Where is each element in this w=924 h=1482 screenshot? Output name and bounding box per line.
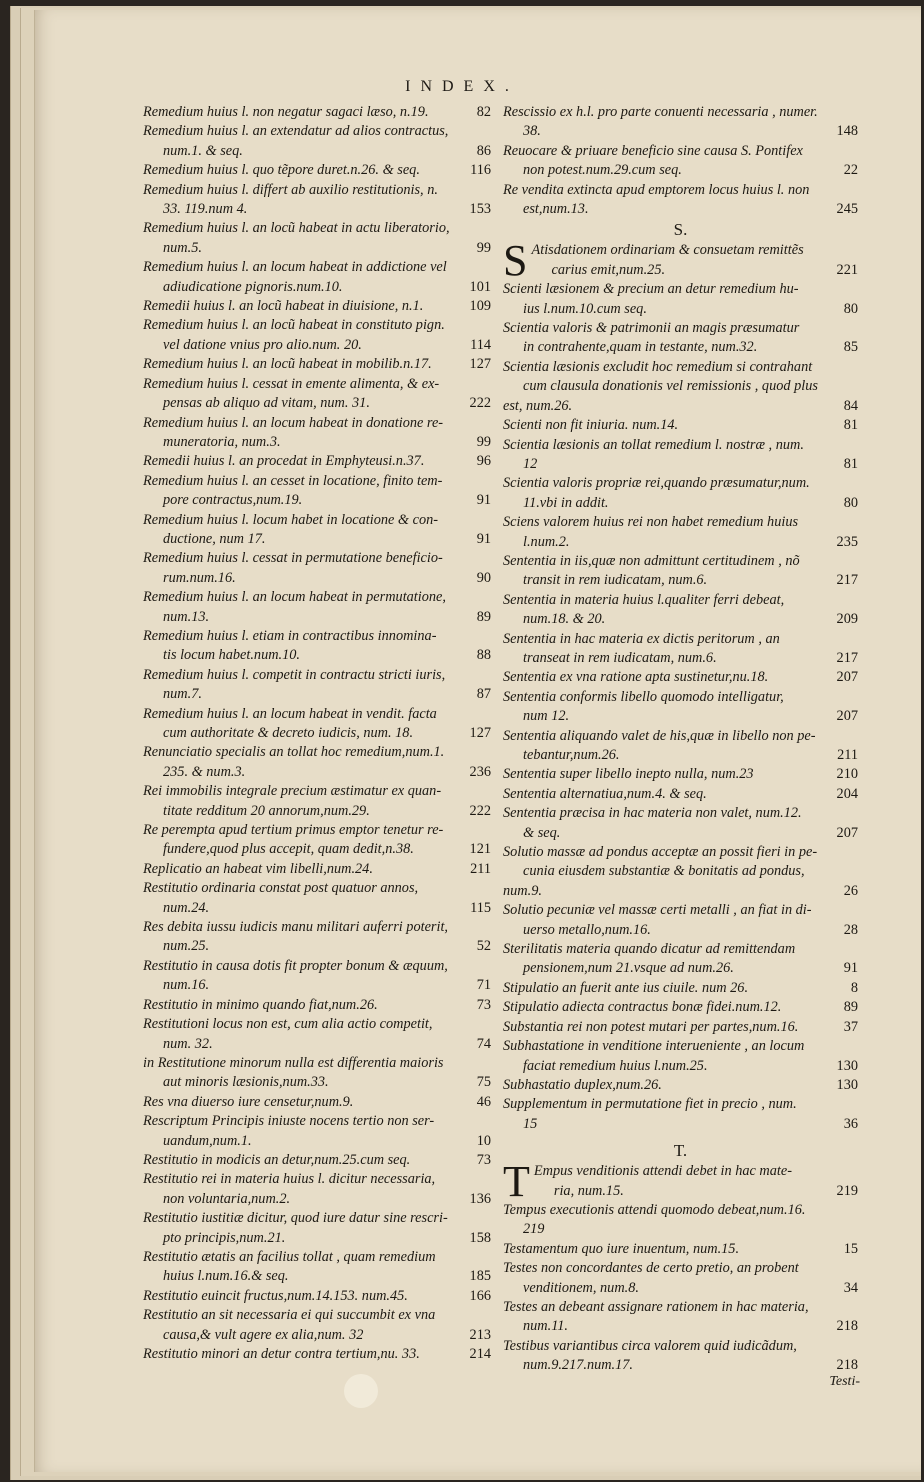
index-entry: [143, 1112, 491, 1151]
page-reference: 235: [836, 533, 858, 550]
section-heading-t: T.: [673, 1141, 688, 1161]
index-entry: [143, 219, 491, 258]
page-reference: 218: [836, 1318, 858, 1335]
index-entry: [143, 1345, 491, 1364]
entry-continuation: adiudicatione pignoris.num.10.: [163, 278, 343, 295]
entry-text: Remedium huius l. locum habet in locatione & con-: [143, 511, 439, 528]
page-reference: 166: [469, 1287, 491, 1304]
page-reference: 211: [470, 860, 491, 877]
entry-text: Scienti non fit iniuria. num.14.: [503, 417, 679, 434]
entry-text: Re perempta apud tertium primus emptor tenetur re-: [143, 822, 444, 839]
section-heading-s: S.: [673, 220, 688, 240]
entry-continuation: uerso metallo,num.16.: [523, 921, 651, 938]
entry-text: Sententia in materia huius l.qualiter ferri debeat,: [503, 591, 785, 608]
index-entry: [503, 1298, 858, 1337]
index-entry: [143, 666, 491, 705]
index-entry: [503, 1157, 858, 1207]
entry-continuation: faciat remedium huius l.num.25.: [523, 1057, 708, 1074]
entry-continuation: 219: [523, 1221, 545, 1238]
page-reference: 96: [476, 453, 491, 470]
page-reference: 90: [476, 569, 491, 586]
index-entry: [143, 1170, 491, 1209]
entry-text: Remedium huius l. etiam in contractibus innomina-: [143, 627, 437, 644]
entry-text: Scientia valoris & patrimonii an magis præsumatur: [503, 320, 800, 337]
index-entry: [143, 705, 491, 744]
page-reference: 81: [843, 417, 858, 434]
page-reference: 207: [836, 708, 858, 725]
index-entry: [143, 1306, 491, 1345]
page-reference: 218: [836, 1357, 858, 1374]
index-entry: [143, 1015, 491, 1054]
index-entry: [143, 821, 491, 860]
entry-continuation: num.1. & seq.: [163, 142, 243, 159]
entry-continuation: transit in rem iudicatam, num.6.: [523, 572, 708, 589]
page-reference: 22: [843, 162, 858, 179]
index-entry: [503, 765, 858, 784]
entry-text: Remedium huius l. an locum habeat in donatione re-: [143, 414, 444, 431]
entry-continuation: & seq.: [523, 824, 561, 841]
index-entry: [143, 103, 491, 122]
entry-text: Res debita iussu iudicis manu militari auferri poterit,: [143, 919, 448, 936]
entry-continuation: est,num.13.: [523, 201, 589, 218]
entry-text: Sententia conformis libello quomodo intelligatur,: [503, 688, 784, 705]
entry-continuation: aut minoris læsionis,num.33.: [163, 1074, 329, 1091]
index-entry: [143, 122, 491, 161]
page-reference: 91: [476, 492, 491, 509]
entry-text: Remedium huius l. quo tẽpore duret.n.26. & seq.: [143, 162, 420, 179]
entry-continuation: ria, num.15.: [553, 1182, 624, 1199]
entry-text: Restitutio in minimo quando fiat,num.26.: [143, 996, 378, 1013]
entry-continuation: cum clausula donationis vel remissionis , quod plus: [523, 378, 818, 395]
page-reference: 127: [469, 356, 491, 373]
entry-text: Sententia ex vna ratione apta sustinetur,nu.18.: [503, 669, 769, 686]
entry-text: Testes non concordantes de certo pretio, an probent: [503, 1260, 799, 1277]
entry-continuation: 33. 119.num 4.: [163, 201, 248, 218]
entry-continuation: tebantur,num.26.: [523, 747, 620, 763]
entry-text: Solutio pecuniæ vel massæ certi metalli , an fiat in di-: [503, 902, 812, 919]
entry-continuation: ius l.num.10.cum seq.: [523, 300, 647, 317]
entry-text: Renunciatio specialis an tollat hoc remedium,num.1.: [143, 744, 445, 761]
paper-stain: [344, 1374, 378, 1408]
entry-text: Testibus variantibus circa valorem quid iudicãdum,: [503, 1337, 797, 1354]
page-reference: 89: [843, 999, 858, 1016]
entry-text: Reuocare & priuare beneficio sine causa S. Pontifex: [503, 142, 803, 159]
index-entry: [143, 588, 491, 627]
index-entry: [503, 940, 858, 979]
entry-continuation: pensas ab aliquo ad vitam, num. 31.: [163, 395, 370, 412]
index-entry: [143, 472, 491, 511]
index-entry: [503, 474, 858, 513]
page-reference: 217: [836, 572, 858, 589]
entry-text: Sententia in hac materia ex dictis peritorum , an: [503, 630, 780, 647]
entry-text: Restitutio an sit necessaria ei qui succumbit ex vna: [143, 1307, 436, 1324]
index-entry: [143, 414, 491, 453]
page-reference: 127: [469, 725, 491, 741]
entry-text: Restitutioni locus non est, cum alia actio competit,: [143, 1016, 433, 1033]
entry-continuation: cunia eiusdem substantiæ & bonitatis ad pondus,: [523, 863, 805, 880]
entry-text: Remedium huius l. an locum habeat in addictione vel: [143, 259, 447, 276]
index-entry: [143, 297, 491, 316]
index-entry: [503, 998, 858, 1017]
index-entry: [503, 1259, 858, 1298]
entry-continuation: 15: [523, 1115, 538, 1132]
page-reference: 74: [476, 1035, 491, 1052]
index-entry: [503, 319, 858, 358]
index-entry: [503, 804, 858, 843]
entry-text: Sciens valorem huius rei non habet remedium huius: [503, 514, 799, 531]
entry-text: Remedium huius l. an locũ habeat in actu liberatorio,: [143, 220, 450, 237]
index-entry: [503, 1201, 858, 1240]
entry-text: Restitutio ordinaria constat post quatuor annos,: [143, 880, 419, 897]
page-reference: 10: [476, 1132, 491, 1149]
entry-text: Scientia læsionis an tollat remedium l. nostræ , num.: [503, 436, 804, 453]
entry-continuation: 235. & num.3.: [163, 763, 246, 780]
page-reference: 87: [476, 686, 491, 703]
index-entry: [143, 316, 491, 355]
page-reference: [852, 862, 858, 881]
index-entry: [143, 258, 491, 297]
entry-text: Restitutio in causa dotis fit propter bonum & æquum,: [143, 957, 448, 974]
page-reference: 86: [476, 142, 491, 159]
index-entry: [143, 511, 491, 550]
index-entry: [503, 843, 858, 882]
entry-text: Solutio massæ ad pondus acceptæ an possit fieri in pe-: [503, 844, 818, 861]
entry-continuation: venditionem, num.8.: [523, 1279, 639, 1296]
entry-continuation: non voluntaria,num.2.: [163, 1190, 291, 1207]
entry-continuation: vel datione vnius pro alio.num. 20.: [163, 336, 362, 353]
page-reference: 36: [843, 1115, 858, 1132]
index-entry: [503, 436, 858, 475]
entry-text: Atisdationem ordinariam & consuetam remittẽs: [531, 242, 804, 259]
page-reference: 148: [836, 123, 858, 140]
index-entry: [503, 1037, 858, 1076]
index-entry: [503, 979, 858, 998]
dropcap-t: T: [503, 1157, 530, 1207]
entry-continuation: huius l.num.16.& seq.: [163, 1268, 289, 1285]
page-reference: 236: [469, 763, 491, 780]
entry-text: Sterilitatis materia quando dicatur ad remittendam: [503, 941, 796, 958]
entry-continuation: 12: [523, 455, 538, 472]
entry-text: Restitutio euincit fructus,num.14.153. num.45.: [143, 1287, 408, 1304]
entry-text: Remedium huius l. an cesset in locatione, finito tem-: [143, 472, 443, 489]
page-reference: 222: [469, 802, 491, 819]
entry-text: Stipulatio adiecta contractus bonæ fidei.num.12.: [503, 999, 782, 1016]
page-reference: [852, 377, 858, 396]
entry-text: Replicatio an habeat vim libelli,num.24.: [143, 860, 373, 877]
entry-text: Rei immobilis integrale precium æstimatur ex quan-: [143, 783, 442, 800]
index-entry: [143, 1209, 491, 1248]
entry-continuation: 11.vbi in addit.: [523, 494, 609, 511]
entry-continuation: num.18. & 20.: [523, 611, 606, 628]
page-reference: 213: [469, 1326, 491, 1343]
index-entry: [503, 727, 858, 766]
index-entry: [503, 416, 858, 435]
entry-text: Subhastatione in venditione interueniente , an locum: [503, 1038, 805, 1055]
entry-text: Tempus executionis attendi quomodo debeat,num.16.: [503, 1201, 806, 1218]
entry-text: est, num.26.: [503, 397, 573, 414]
index-entry: [503, 688, 858, 727]
right-index-column: [503, 103, 858, 1376]
entry-text: Remedii huius l. an locũ habeat in diuisione, n.1.: [143, 298, 424, 315]
entry-text: Res vna diuerso iure censetur,num.9.: [143, 1093, 354, 1110]
running-head: INDEX.: [405, 78, 519, 95]
entry-text: Sententia in iis,quæ non admittunt certitudinem , nõ: [503, 552, 800, 569]
page-reference: 221: [836, 261, 858, 278]
index-entry: [503, 513, 858, 552]
index-entry: [143, 375, 491, 414]
entry-text: Substantia rei non potest mutari per partes,num.16.: [503, 1018, 799, 1035]
page-reference: 207: [836, 824, 858, 841]
index-entry: [503, 1095, 858, 1134]
entry-text: Remedium huius l. differt ab auxilio restitutionis, n.: [143, 181, 438, 198]
entry-continuation: titate redditum 20 annorum,num.29.: [163, 802, 370, 819]
page-reference: 82: [476, 104, 491, 120]
index-entry: [503, 1337, 858, 1376]
page-reference: 130: [836, 1076, 858, 1093]
page-reference: 71: [476, 977, 491, 994]
page-reference: 136: [469, 1190, 491, 1207]
entry-continuation: num. 32.: [163, 1035, 213, 1052]
page-reference: 217: [836, 649, 858, 666]
page-reference: 153: [469, 201, 491, 218]
entry-continuation: num.16.: [163, 977, 210, 994]
page-reference: 101: [469, 278, 491, 295]
entry-text: num.9.: [503, 882, 542, 899]
page-reference: [852, 1220, 858, 1239]
page-reference: 34: [843, 1279, 858, 1296]
entry-continuation: causa,& vult agere ex alia,num. 32: [163, 1326, 364, 1343]
page-reference: 214: [469, 1346, 491, 1362]
entry-text: Remedii huius l. an procedat in Emphyteusi.n.37.: [143, 453, 425, 470]
entry-continuation: rum.num.16.: [163, 569, 236, 586]
index-entry: [503, 882, 858, 901]
entry-continuation: transeat in rem iudicatam, num.6.: [523, 649, 717, 666]
page-reference: 245: [836, 201, 858, 218]
entry-continuation: num.11.: [523, 1318, 569, 1335]
entry-text: Restitutio iustitiæ dicitur, quod iure datur sine rescri-: [143, 1210, 448, 1227]
page-reference: 99: [476, 433, 491, 450]
entry-text: Stipulatio an fuerit ante ius ciuile. num 26.: [503, 979, 749, 996]
page-reference: 80: [843, 300, 858, 317]
entry-continuation: num.24.: [163, 899, 210, 916]
index-entry: [143, 452, 491, 471]
entry-text: Restitutio in modicis an detur,num.25.cum seq.: [143, 1151, 411, 1168]
entry-text: Empus venditionis attendi debet in hac mate-: [533, 1163, 792, 1180]
entry-continuation: carius emit,num.25.: [551, 261, 666, 278]
entry-text: Remedium huius l. an locũ habeat in constituto pign.: [143, 317, 445, 334]
entry-continuation: num.9.217.num.17.: [523, 1357, 634, 1374]
index-entry: [503, 901, 858, 940]
entry-text: Remedium huius l. an locum habeat in permutatione,: [143, 589, 446, 606]
index-entry: [143, 879, 491, 918]
entry-text: Subhastatio duplex,num.26.: [503, 1076, 662, 1093]
page-reference: 219: [836, 1182, 858, 1199]
entry-text: Testamentum quo iure inuentum, num.15.: [503, 1240, 740, 1257]
entry-continuation: num.13.: [163, 608, 210, 625]
entry-text: Remedium huius l. an locum habeat in vendit. facta: [143, 705, 437, 722]
page-reference: 73: [476, 996, 491, 1013]
entry-text: Remedium huius l. an locũ habeat in mobilib.n.17.: [143, 356, 432, 373]
entry-continuation: pto principis,num.21.: [163, 1229, 286, 1246]
page-reference: 158: [469, 1229, 491, 1246]
index-entry: [503, 397, 858, 416]
page-reference: 75: [476, 1074, 491, 1091]
entry-text: Remedium huius l. non negatur sagaci læso, n.19.: [143, 104, 429, 120]
entry-continuation: in contrahente,quam in testante, num.32.: [523, 339, 758, 356]
entry-continuation: num.5.: [163, 239, 202, 256]
page-reference: 109: [469, 298, 491, 315]
index-entry: [143, 957, 491, 996]
entry-continuation: tis locum habet.num.10.: [163, 647, 301, 664]
page-reference: 85: [843, 339, 858, 356]
index-entry: [503, 280, 858, 319]
catchword: Testi-: [829, 1374, 860, 1389]
entry-continuation: pore contractus,num.19.: [163, 492, 303, 509]
index-entry: [503, 668, 858, 687]
entry-text: Sententia aliquando valet de his,quæ in libello non pe-: [503, 727, 816, 744]
entry-continuation: num.7.: [163, 686, 202, 703]
page-reference: 222: [469, 395, 491, 412]
index-entry: [503, 552, 858, 591]
index-entry: [143, 860, 491, 879]
page-reference: 80: [843, 494, 858, 511]
index-entry: [143, 1054, 491, 1093]
index-entry: [503, 358, 858, 397]
index-entry: [143, 743, 491, 782]
page-reference: 210: [836, 766, 858, 783]
entry-text: Supplementum in permutatione fiet in precio , num.: [503, 1096, 797, 1113]
page-reference: 88: [476, 647, 491, 664]
index-entry: [503, 630, 858, 669]
page-reference: 15: [843, 1240, 858, 1257]
entry-text: Restitutio rei in materia huius l. dicitur necessaria,: [143, 1171, 436, 1188]
entry-text: Remedium huius l. cessat in permutatione beneficio-: [143, 550, 443, 567]
dropcap-s: S: [503, 236, 528, 286]
index-entry: [143, 1248, 491, 1287]
index-entry: [143, 549, 491, 588]
page-reference: 115: [470, 899, 491, 916]
entry-text: Sententia super libello inepto nulla, num.23: [503, 766, 754, 783]
index-entry: [503, 181, 858, 220]
page-reference: 8: [850, 979, 858, 996]
entry-text: Remedium huius l. competit in contractu stricti iuris,: [143, 666, 446, 683]
page-reference: 207: [836, 669, 858, 686]
index-entry: [143, 782, 491, 821]
page-reference: 91: [476, 530, 491, 547]
page-reference: 89: [476, 608, 491, 625]
entry-text: Scienti læsionem & precium an detur remedium hu-: [503, 281, 799, 298]
index-entry: [143, 181, 491, 220]
entry-text: Restitutio minori an detur contra tertium,nu. 33.: [143, 1346, 420, 1362]
index-entry: [143, 918, 491, 957]
entry-continuation: non potest.num.29.cum seq.: [523, 162, 682, 179]
page-reference: 91: [843, 960, 858, 977]
page-reference: 185: [469, 1268, 491, 1285]
page-reference: 84: [843, 397, 858, 414]
index-entry: [143, 161, 491, 180]
index-entry: [143, 627, 491, 666]
entry-text: Testes an debeant assignare rationem in hac materia,: [503, 1298, 809, 1315]
page-reference: 116: [470, 162, 491, 179]
entry-text: Rescriptum Principis iniuste nocens tertio non ser-: [143, 1113, 435, 1130]
entry-text: Rescissio ex h.l. pro parte conuenti necessaria , numer.: [503, 104, 818, 120]
entry-continuation: ductione, num 17.: [163, 530, 266, 547]
entry-text: Sententia præcisa in hac materia non valet, num.12.: [503, 805, 802, 822]
entry-text: Re vendita extincta apud emptorem locus huius l. non: [503, 181, 810, 198]
index-entry: [503, 785, 858, 804]
page-reference: 130: [836, 1057, 858, 1074]
entry-text: in Restitutione minorum nulla est differentia maioris: [143, 1054, 444, 1071]
index-entry: [143, 1287, 491, 1306]
page-reference: 209: [836, 611, 858, 628]
entry-text: Scientia læsionis excludit hoc remedium si contrahant: [503, 358, 813, 375]
page-reference: 114: [470, 336, 491, 353]
page-reference: 52: [476, 938, 491, 955]
index-entry: [503, 236, 858, 286]
page-reference: 81: [843, 455, 858, 472]
entry-text: Remedium huius l. cessat in emente alimenta, & ex-: [143, 375, 440, 392]
page-reference: 204: [836, 785, 858, 802]
entry-continuation: num.25.: [163, 938, 210, 955]
page-reference: 46: [476, 1093, 491, 1110]
entry-continuation: fundere,quod plus accepit, quam dedit,n.38.: [163, 841, 414, 858]
index-entry: [503, 103, 858, 142]
entry-text: Restitutio ætatis an facilius tollat , quam remedium: [143, 1248, 436, 1265]
index-entry: [503, 1018, 858, 1037]
page-reference: 73: [476, 1151, 491, 1168]
index-entry: [503, 1076, 858, 1095]
entry-continuation: num 12.: [523, 708, 570, 725]
page-reference: 99: [476, 239, 491, 256]
page-reference: 37: [843, 1018, 858, 1035]
index-entry: [503, 591, 858, 630]
page-reference: 26: [843, 882, 858, 899]
entry-continuation: cum authoritate & decreto iudicis, num. 18.: [163, 725, 414, 741]
left-index-column: [143, 103, 491, 1364]
index-entry: [503, 1240, 858, 1259]
entry-text: Scientia valoris propriæ rei,quando præsumatur,num.: [503, 475, 810, 492]
page-reference: 211: [837, 747, 858, 763]
entry-continuation: muneratoria, num.3.: [163, 433, 281, 450]
index-entry: [143, 996, 491, 1015]
index-entry: [503, 142, 858, 181]
entry-text: Sententia alternatiua,num.4. & seq.: [503, 785, 707, 802]
entry-continuation: 38.: [523, 123, 541, 140]
page-reference: 121: [469, 841, 491, 858]
index-entry: [143, 1093, 491, 1112]
page-reference: 28: [843, 921, 858, 938]
entry-continuation: l.num.2.: [523, 533, 570, 550]
entry-continuation: uandum,num.1.: [163, 1132, 252, 1149]
index-entry: [143, 1151, 491, 1170]
index-entry: [143, 355, 491, 374]
entry-text: Remedium huius l. an extendatur ad alios contractus,: [143, 123, 449, 140]
entry-continuation: pensionem,num 21.vsque ad num.26.: [523, 960, 734, 977]
